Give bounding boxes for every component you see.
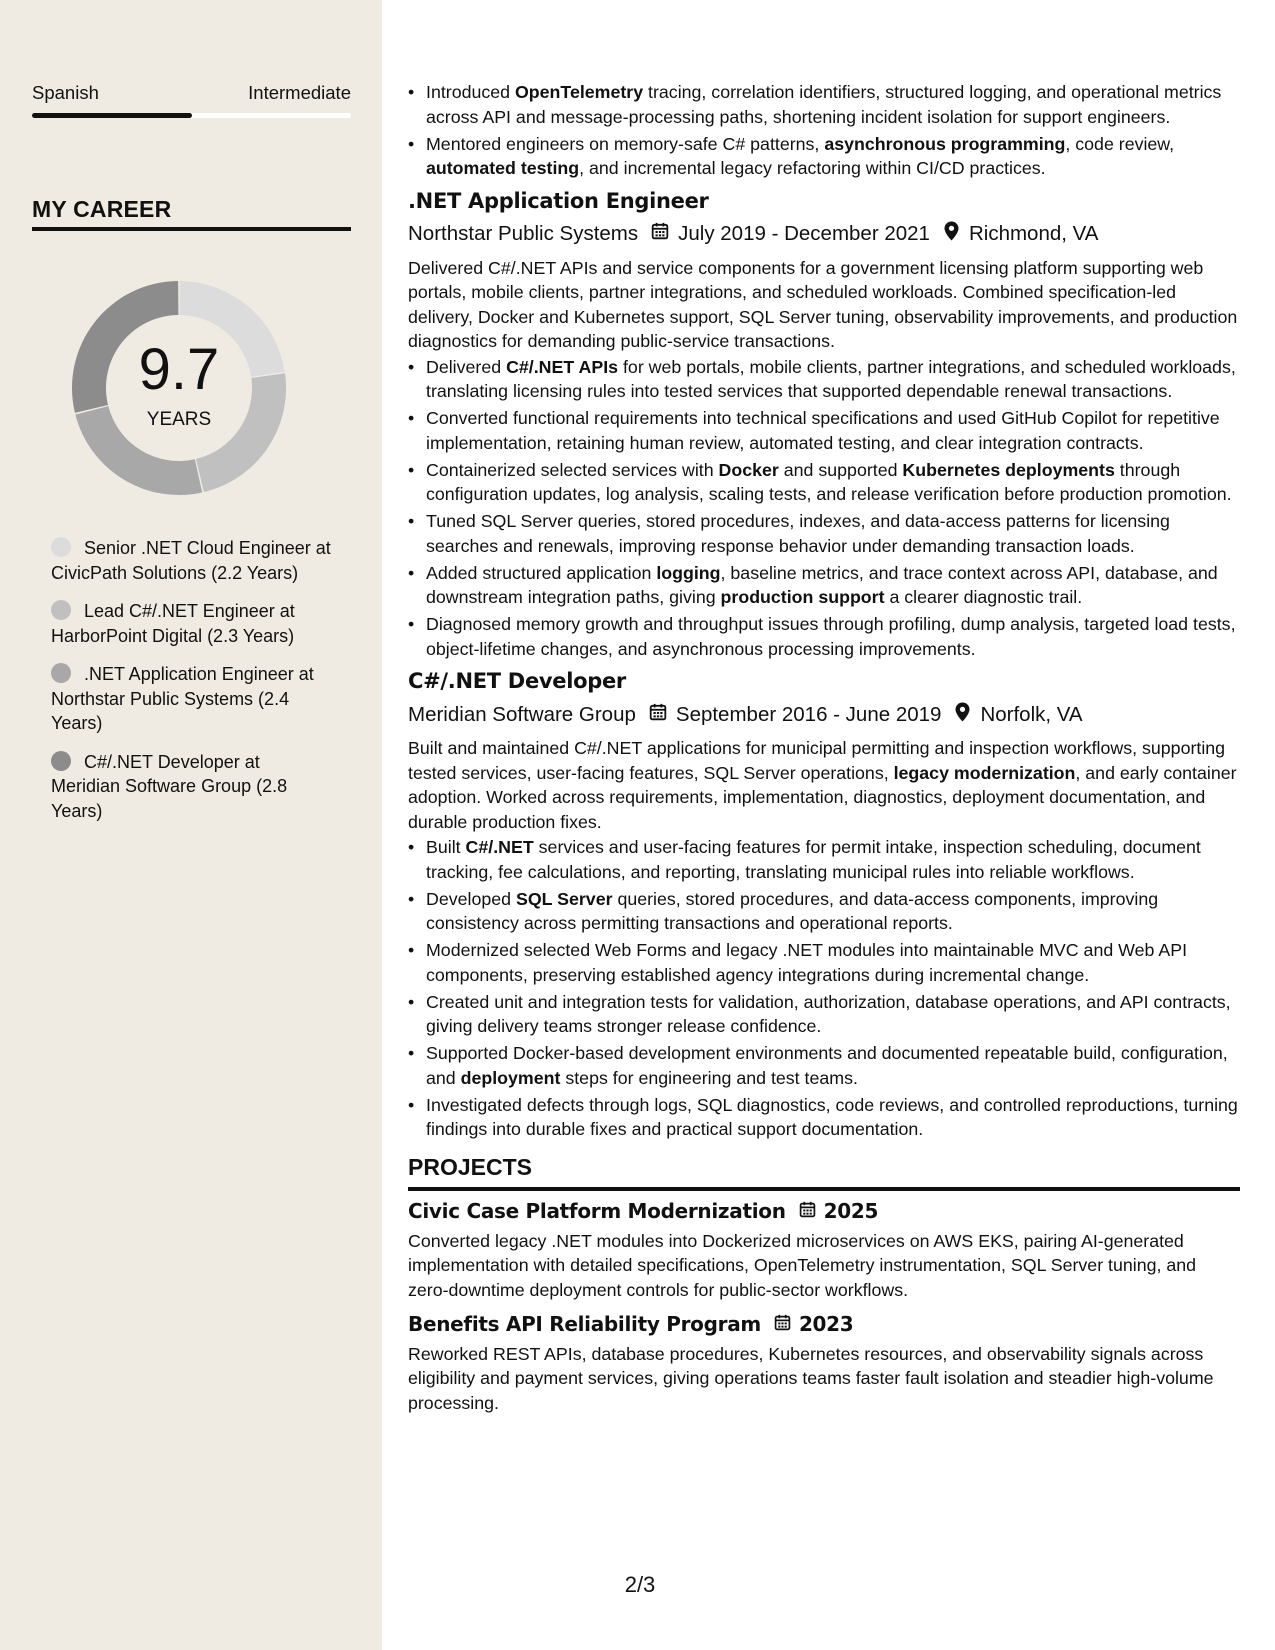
- bullet-dot: •: [408, 408, 415, 428]
- page-number: 2/3: [624, 1572, 656, 1597]
- bullet-item: [408, 1093, 1240, 1142]
- text-run: Built and maintained C#/.NET applications for municipal permitting and inspection workflows, supporting tested services, user-facing features, SQL Server operations,: [408, 738, 1226, 783]
- bold-keyword: Kubernetes deployments: [902, 459, 1115, 480]
- bullet-dot: •: [408, 888, 415, 909]
- language-proficiency-bar: [32, 113, 351, 118]
- project-year: 2025: [823, 1199, 879, 1223]
- career-donut-chart: [64, 273, 294, 503]
- text-run: Introduced: [426, 82, 515, 102]
- location-pin-icon: [954, 702, 971, 729]
- career-legend-item: [51, 599, 331, 648]
- bold-keyword: C#/.NET: [465, 837, 534, 857]
- bullet-dot: •: [408, 356, 415, 377]
- legend-color-dot: [51, 663, 71, 683]
- job-dates: July 2019 - December 2021: [678, 222, 930, 245]
- projects-heading: PROJECTS: [408, 1153, 532, 1180]
- text-run: Diagnosed memory growth and throughput issues through profiling, dump analysis, targeted load tests, object-lifetime changes, and asynchronous processing improvements.: [426, 614, 1236, 659]
- job-title: .NET Application Engineer: [408, 188, 709, 213]
- calendar-icon: [774, 1312, 791, 1337]
- career-total-value: 9.7: [138, 337, 220, 402]
- project-name: Civic Case Platform Modernization: [408, 1199, 786, 1223]
- job-meta: [408, 702, 1240, 729]
- bullet-item: [408, 355, 1240, 404]
- career-heading: MY CAREER: [32, 196, 172, 222]
- project-title: [408, 1312, 1240, 1337]
- text-run: Containerized selected services with: [426, 459, 719, 480]
- text-run: Modernized selected Web Forms and legacy .NET modules into maintainable MVC and Web API components, preserving established agency integrations during incremental change.: [426, 940, 1188, 985]
- bullet-item: [408, 887, 1240, 936]
- text-run: Supported Docker-based development environments and documented repeatable build, configuration, and: [426, 1043, 1228, 1088]
- location-pin-icon: [943, 221, 960, 248]
- bullet-item: [408, 990, 1240, 1039]
- bullet-dot: •: [408, 1094, 415, 1115]
- career-legend-item: [51, 536, 331, 585]
- job-summary: [408, 256, 1240, 354]
- bullet-dot: •: [408, 511, 415, 531]
- projects-heading-rule: [408, 1187, 1240, 1191]
- text-run: Investigated defects through logs, SQL diagnostics, code reviews, and controlled reproductions, turning findings into durable fixes and practical support documentation.: [426, 1094, 1238, 1139]
- bullet-item: [408, 938, 1240, 987]
- bullet-item: [408, 509, 1240, 558]
- project-title: [408, 1199, 1240, 1224]
- project-description: Converted legacy .NET modules into Dockerized microservices on AWS EKS, pairing AI-generated implementation with detailed specifications, OpenTelemetry instrumentation, SQL Server tuning, and zero-downtime deployment controls for public-sector workflows.: [408, 1230, 1197, 1300]
- bold-keyword: legacy modernization: [893, 762, 1076, 783]
- bullet-item: [408, 80, 1240, 129]
- bullet-dot: •: [408, 82, 415, 102]
- bullet-item: [408, 1041, 1240, 1090]
- text-run: Delivered C#/.NET APIs and service components for a government licensing platform supporting web portals, mobile clients, partner integrations, and scheduled workloads. Combined specification-led delivery, Docker and Kubernetes support, SQL Server tuning, observability improvements, and production diagnostics for demanding public-service transactions.: [408, 257, 1238, 351]
- text-run: through configuration updates, log analysis, scaling tests, and release verification before production promotion.: [426, 459, 1232, 504]
- text-run: , and early container adoption. Worked across requirements, implementation, diagnostics, deployment documentation, and durable production fixes.: [408, 762, 1237, 832]
- language-proficiency-fill: [32, 113, 192, 118]
- text-run: Converted functional requirements into technical specifications and used GitHub Copilot for repetitive implementation, retaining human review, automated testing, and clear integration contracts.: [426, 408, 1220, 453]
- bold-keyword: C#/.NET APIs: [506, 356, 619, 377]
- text-run: Added structured application: [426, 562, 657, 583]
- job-location: Richmond, VA: [968, 222, 1099, 245]
- bullet-list: [408, 835, 1240, 1142]
- legend-color-dot: [51, 600, 71, 620]
- bullet-list: [408, 80, 1240, 181]
- text-run: Tuned SQL Server queries, stored procedures, indexes, and data-access patterns for licensing searches and renewals, improving response behavior under demanding transaction loads.: [426, 511, 1170, 556]
- text-run: a clearer diagnostic trail.: [884, 587, 1083, 607]
- career-total-unit: YEARS: [146, 409, 212, 430]
- bold-keyword: Docker: [718, 459, 779, 480]
- text-run: Delivered: [426, 356, 507, 377]
- text-run: , code review,: [1065, 133, 1175, 154]
- legend-color-dot: [51, 751, 71, 771]
- calendar-icon: [651, 222, 669, 247]
- job-meta: [408, 221, 1240, 248]
- text-run: , baseline metrics, and trace context across API, database, and downstream integration paths, giving: [426, 562, 1218, 607]
- company-name: Meridian Software Group: [408, 702, 636, 726]
- bullet-item: [408, 132, 1240, 181]
- bullet-item: [408, 612, 1240, 661]
- bullet-dot: •: [408, 940, 415, 960]
- text-run: queries, stored procedures, and data-access components, improving consistency across permitting transactions and operational reports.: [426, 888, 1159, 933]
- bullet-dot: •: [408, 459, 415, 480]
- job-summary: [408, 736, 1240, 834]
- bullet-item: [408, 458, 1240, 507]
- career-legend: [51, 536, 331, 837]
- bold-keyword: deployment: [460, 1067, 561, 1088]
- bullet-dot: •: [408, 562, 415, 583]
- text-run: Built: [426, 837, 466, 857]
- bullet-dot: •: [408, 133, 415, 154]
- text-run: services and user-facing features for permit intake, inspection scheduling, document tracking, fee calculations, and reporting, translating municipal rules into reliable workflows.: [426, 837, 1201, 882]
- company-name: Northstar Public Systems: [408, 222, 639, 245]
- main-content: [408, 80, 1240, 1425]
- bullet-dot: •: [408, 837, 415, 857]
- legend-label: Senior .NET Cloud Engineer at CivicPath Solutions (2.2 Years): [51, 538, 331, 583]
- career-heading-rule: [32, 227, 351, 231]
- project-description: Reworked REST APIs, database procedures, Kubernetes resources, and observability signals across eligibility and payment services, giving operations teams faster fault isolation and steadier high-volume processing.: [408, 1343, 1214, 1413]
- bullet-list: [408, 355, 1240, 662]
- text-run: steps for engineering and test teams.: [560, 1067, 858, 1088]
- language-name: Spanish: [32, 82, 99, 103]
- bullet-dot: •: [408, 614, 415, 634]
- text-run: Developed: [426, 888, 516, 909]
- bold-keyword: asynchronous programming: [824, 133, 1066, 154]
- text-run: for web portals, mobile clients, partner integrations, and scheduled workloads, translating licensing rules into tested services that supported dependable renewal transactions.: [426, 356, 1236, 401]
- job-location: Norfolk, VA: [980, 702, 1083, 726]
- bold-keyword: production support: [720, 587, 885, 607]
- bullet-item: [408, 561, 1240, 610]
- legend-label: .NET Application Engineer at Northstar Public Systems (2.4 Years): [51, 664, 314, 733]
- job-dates: September 2016 - June 2019: [675, 702, 942, 726]
- calendar-icon: [799, 1199, 816, 1224]
- text-run: tracing, correlation identifiers, structured logging, and operational metrics across API and message-processing paths, shortening incident isolation for support engineers.: [426, 82, 1222, 127]
- project-name: Benefits API Reliability Program: [408, 1312, 761, 1336]
- text-run: Mentored engineers on memory-safe C# patterns,: [426, 133, 825, 154]
- job-title: C#/.NET Developer: [408, 669, 626, 693]
- bold-keyword: SQL Server: [515, 888, 613, 909]
- language-level: Intermediate: [248, 82, 351, 103]
- career-legend-item: [51, 750, 331, 824]
- legend-label: Lead C#/.NET Engineer at HarborPoint Digital (2.3 Years): [51, 601, 295, 646]
- bullet-item: [408, 835, 1240, 884]
- bullet-dot: •: [408, 991, 415, 1012]
- sidebar: [0, 0, 382, 1650]
- bold-keyword: OpenTelemetry: [514, 82, 644, 102]
- calendar-icon: [649, 703, 667, 728]
- bold-keyword: automated testing: [426, 158, 580, 178]
- bullet-dot: •: [408, 1043, 415, 1063]
- legend-label: C#/.NET Developer at Meridian Software Group (2.8 Years): [51, 751, 288, 821]
- bullet-item: [408, 406, 1240, 455]
- legend-color-dot: [51, 537, 71, 557]
- text-run: Created unit and integration tests for validation, authorization, database operations, and API contracts, giving delivery teams stronger release confidence.: [426, 991, 1231, 1036]
- text-run: , and incremental legacy refactoring within CI/CD practices.: [579, 158, 1046, 178]
- career-legend-item: [51, 662, 331, 736]
- bold-keyword: logging: [656, 562, 721, 583]
- text-run: and supported: [778, 459, 903, 480]
- project-year: 2023: [798, 1312, 854, 1336]
